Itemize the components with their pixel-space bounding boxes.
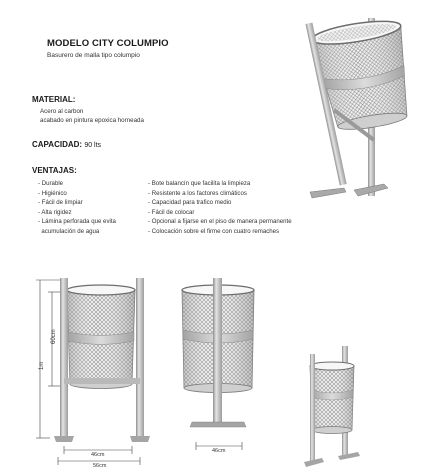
product-subtitle: Basurero de malla tipo columpio — [47, 52, 140, 59]
material-heading: MATERIAL: — [32, 95, 76, 104]
advantage-item: - Durable — [38, 179, 116, 189]
advantage-item: - Colocación sobre el firme con cuatro remaches — [148, 227, 292, 237]
capacity-heading: CAPACIDAD: — [32, 140, 83, 149]
bin-post — [213, 278, 222, 422]
capacity-value: 90 lts — [84, 142, 102, 149]
dimension-height-total: 1m — [39, 361, 45, 370]
bin-basket — [67, 285, 135, 389]
bin-basket — [310, 362, 354, 434]
advantage-item: - Opcional a fijarse en el piso de manera permanente — [148, 217, 292, 227]
dimension-width-front: 46cm — [212, 448, 226, 454]
trash-bin-front-illustration — [176, 276, 262, 462]
advantage-item: - Resistente a los factores climáticos — [148, 189, 292, 199]
bin-post — [136, 278, 144, 438]
capacity-line — [32, 140, 101, 149]
advantage-item: acumulación de agua — [41, 227, 100, 235]
dimension-height-basket: 60cm — [51, 329, 57, 344]
trash-bin-perspective-illustration — [298, 340, 364, 470]
advantage-item: - Alta rigidez — [38, 208, 116, 218]
bin-post — [310, 354, 315, 464]
advantages-heading: VENTAJAS: — [32, 166, 77, 175]
trash-bin-side-illustration — [30, 274, 170, 470]
product-title: MODELO CITY COLUMPIO — [47, 38, 169, 49]
advantages-list-right — [148, 179, 292, 236]
material-line-1: Acero al carbon — [40, 108, 84, 115]
advantage-item: - Higiénico — [38, 189, 116, 199]
dimension-width-basket: 46cm — [91, 452, 105, 458]
advantage-item: - Fácil de colocar — [148, 208, 292, 218]
advantage-item: - Lámina perforada que evita — [38, 217, 116, 227]
bin-post — [60, 278, 68, 438]
advantage-item: - Bote balancín que facilita la limpieza — [148, 179, 292, 189]
material-line-2: acabado en pintura epoxica horneada — [40, 117, 144, 124]
advantage-item: - Fácil de limpiar — [38, 198, 116, 208]
dimension-width-total: 56cm — [93, 463, 107, 469]
trash-bin-angled-illustration — [304, 10, 414, 205]
advantages-list-left — [38, 179, 116, 236]
advantage-item: - Capacidad para trafico medio — [148, 198, 292, 208]
